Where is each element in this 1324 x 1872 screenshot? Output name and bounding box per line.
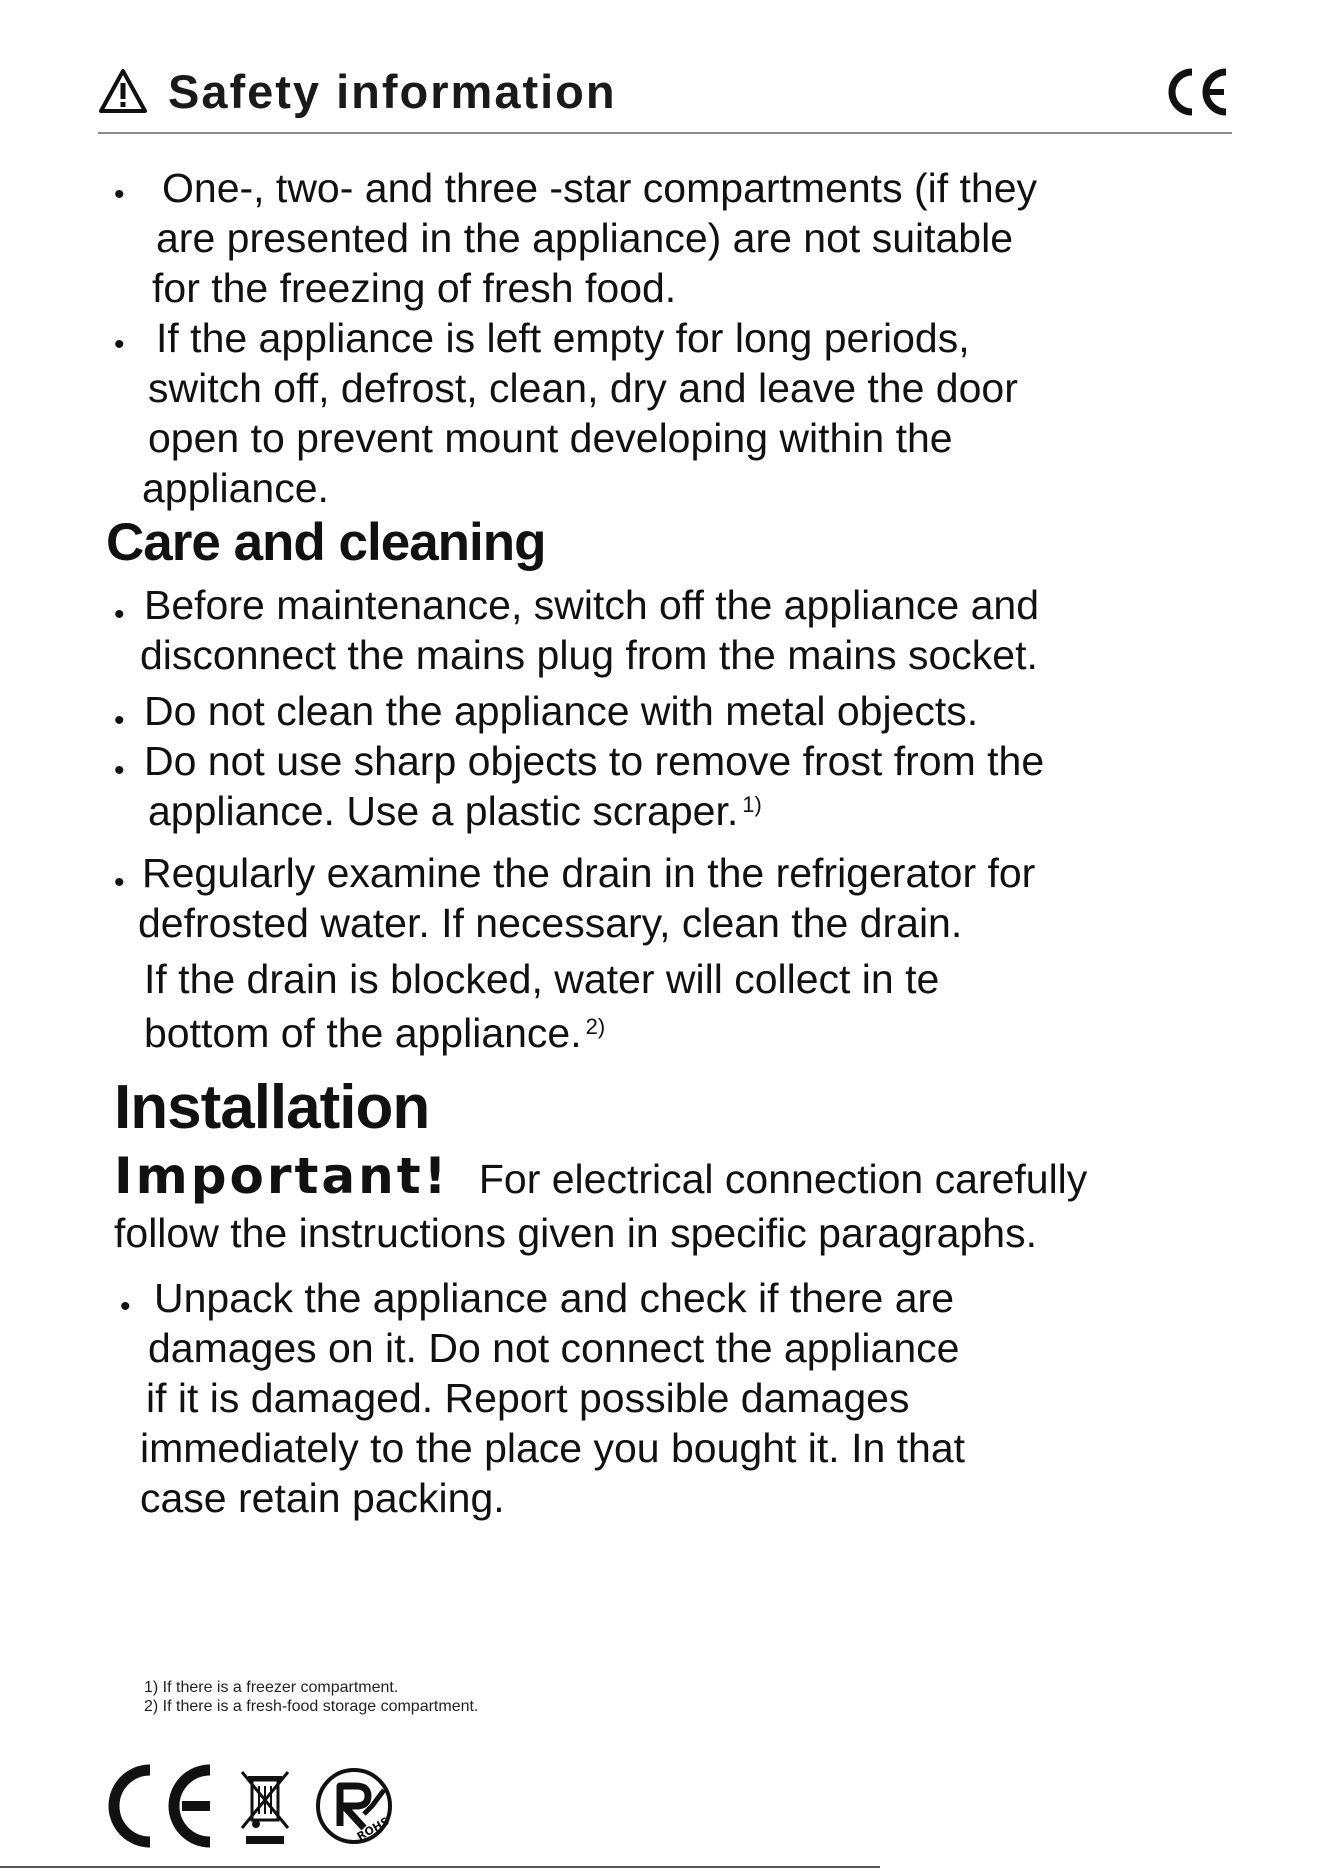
important-text: For electrical connection carefully bbox=[478, 1156, 1088, 1202]
bullet: • bbox=[120, 1290, 131, 1323]
text-line: Unpack the appliance and check if there are bbox=[154, 1275, 955, 1321]
bullet: • bbox=[114, 754, 125, 787]
text-line-content: appliance. Use a plastic scraper. bbox=[148, 788, 739, 834]
text-line bbox=[144, 1008, 1234, 1058]
important-paragraph bbox=[114, 1148, 1234, 1261]
text-line: switch off, defrost, clean, dry and leave the door bbox=[148, 365, 1018, 411]
bullet: • bbox=[114, 598, 125, 631]
section-heading-care: Care and cleaning bbox=[106, 513, 546, 572]
footnote: 2) If there is a fresh-food storage compartment. bbox=[144, 1698, 479, 1715]
ce-mark-icon bbox=[114, 1770, 210, 1842]
bullet: • bbox=[114, 178, 125, 211]
text-line: defrosted water. If necessary, clean the drain. bbox=[138, 900, 963, 946]
section-heading-installation: Installation bbox=[114, 1073, 430, 1142]
text-line: Regularly examine the drain in the refrigerator for bbox=[142, 850, 1036, 896]
text-line: One-, two- and three -star compartments (if they bbox=[162, 165, 1037, 211]
text-line: case retain packing. bbox=[140, 1475, 505, 1521]
bullet: • bbox=[114, 328, 125, 361]
text-line: If the drain is blocked, water will collect in te bbox=[144, 956, 940, 1002]
rohs-label: ROHS bbox=[354, 1814, 392, 1844]
footnote-marker: 1) bbox=[742, 792, 762, 817]
bullet: • bbox=[114, 866, 125, 899]
ce-mark-icon bbox=[1164, 66, 1230, 118]
text-line: Do not use sharp objects to remove frost from the bbox=[144, 738, 1045, 784]
footnote-marker: 2) bbox=[585, 1014, 606, 1039]
text-line: appliance. bbox=[142, 465, 329, 511]
text-line bbox=[148, 786, 1234, 836]
certification-logos bbox=[106, 1762, 406, 1852]
text-line: are presented in the appliance) are not suitable bbox=[156, 215, 1014, 261]
bullet: • bbox=[114, 704, 125, 737]
text-line: if it is damaged. Report possible damages bbox=[146, 1375, 910, 1421]
care-item bbox=[144, 736, 1234, 836]
page-title: Safety information bbox=[168, 65, 617, 118]
care-item bbox=[140, 580, 1234, 680]
text-line: for the freezing of fresh food. bbox=[152, 265, 677, 311]
text-line: damages on it. Do not connect the appliance bbox=[148, 1325, 960, 1371]
text-line: Do not clean the appliance with metal objects. bbox=[144, 688, 979, 734]
installation-item bbox=[140, 1273, 1220, 1523]
text-line: open to prevent mount developing within the bbox=[148, 415, 953, 461]
text-line-content: bottom of the appliance. bbox=[144, 1010, 582, 1056]
bottom-divider bbox=[0, 1866, 880, 1868]
care-item bbox=[138, 848, 1234, 1058]
care-item bbox=[144, 686, 1234, 736]
text-line: immediately to the place you bought it. In that bbox=[140, 1425, 966, 1471]
text-line: If the appliance is left empty for long periods, bbox=[156, 315, 970, 361]
crossed-bin-icon bbox=[242, 1772, 288, 1844]
rohs-icon bbox=[318, 1770, 392, 1843]
text-line bbox=[114, 1148, 1234, 1207]
page-header bbox=[98, 62, 1230, 132]
footnotes bbox=[144, 1678, 478, 1716]
header-divider bbox=[98, 132, 1232, 134]
safety-item bbox=[142, 313, 1234, 513]
text-line: Before maintenance, switch off the appliance and bbox=[144, 582, 1039, 628]
safety-item bbox=[152, 163, 1212, 313]
important-label: Important! bbox=[114, 1147, 450, 1205]
footnote: 1) If there is a freezer compartment. bbox=[144, 1679, 399, 1696]
text-line: follow the instructions given in specific paragraphs. bbox=[114, 1210, 1037, 1256]
warning-triangle-icon bbox=[98, 68, 148, 114]
text-line: disconnect the mains plug from the mains socket. bbox=[140, 632, 1038, 678]
